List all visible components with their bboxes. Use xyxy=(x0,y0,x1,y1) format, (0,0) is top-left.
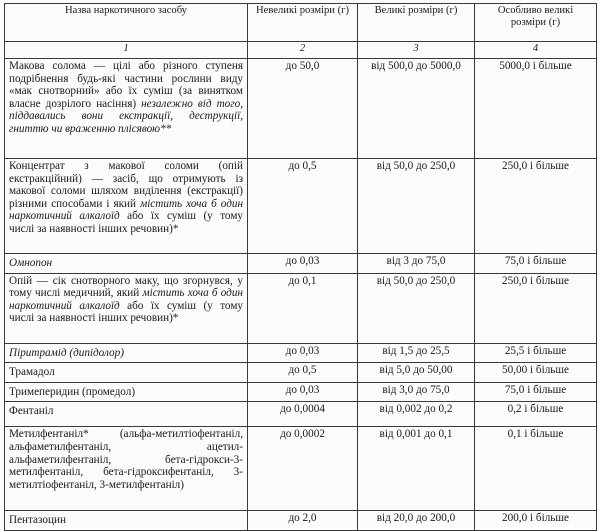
xlarge-size-value: 0,1 і більше xyxy=(475,427,597,511)
header-xlarge: Особливо великі розміри (г) xyxy=(475,4,597,42)
table-row xyxy=(5,363,597,383)
xlarge-size-value: 50,00 і більше xyxy=(475,363,597,383)
substance-name-part: містить хоча б один наркотичний алкалоїд xyxy=(9,197,244,223)
xlarge-size-value: 250,0 і більше xyxy=(475,273,597,343)
small-size-value: до 0,03 xyxy=(248,382,358,402)
column-number: 4 xyxy=(475,42,597,59)
small-size-value: до 0,5 xyxy=(248,159,358,254)
substance-name-part: Фентаніл xyxy=(9,405,54,418)
xlarge-size-value: 75,0 і більше xyxy=(475,254,597,274)
table-body xyxy=(5,59,597,531)
small-size-value: до 50,0 xyxy=(248,59,358,159)
header-small: Невеликі розміри (г) xyxy=(248,4,358,42)
substance-name xyxy=(5,254,248,274)
column-number: 2 xyxy=(248,42,358,59)
xlarge-size-value: 5000,0 і більше xyxy=(475,59,597,159)
table-row xyxy=(5,402,597,427)
substance-name xyxy=(5,363,248,383)
large-size-value: від 5,0 до 50,00 xyxy=(358,363,475,383)
large-size-value: від 50,0 до 250,0 xyxy=(358,159,475,254)
substance-name-part: Тримеперидин (промедол) xyxy=(9,385,136,398)
small-size-value: до 0,5 xyxy=(248,363,358,383)
large-size-value: від 50,0 до 250,0 xyxy=(358,273,475,343)
substance-name xyxy=(5,427,248,511)
table-row xyxy=(5,159,597,254)
large-size-value: від 0,001 до 0,1 xyxy=(358,427,475,511)
small-size-value: до 0,1 xyxy=(248,273,358,343)
substance-name-part: містить хоча б один наркотичний алкалоїд xyxy=(9,287,243,312)
substance-name xyxy=(5,343,248,363)
substance-name xyxy=(5,511,248,531)
small-size-value: до 0,03 xyxy=(248,343,358,363)
column-number-row xyxy=(5,42,597,59)
small-size-value: до 0,03 xyxy=(248,254,358,274)
table-row xyxy=(5,59,597,159)
table-row xyxy=(5,382,597,402)
xlarge-size-value: 200,0 і більше xyxy=(475,511,597,531)
table-row xyxy=(5,273,597,343)
header-name: Назва наркотичного засобу xyxy=(5,4,248,42)
substance-name-part: Метилфентаніл* (альфа-метилтіофентаніл, альфаметилфентаніл, ацетил-альфаметилфентаніл, бета-гідрокси-3-метилфентаніл, бета-гідроксифентаніл, 3-метилтіофентаніл, 3-метилфентаніл) xyxy=(9,428,243,491)
substance-name xyxy=(5,382,248,402)
table-row xyxy=(5,254,597,274)
substance-name-part: Концентрат з макової соломи (опій екстракційний) — засіб, що отримують із макової соломи шляхом виділення (екстракції) різними способами і який xyxy=(9,160,243,210)
substance-name xyxy=(5,159,248,254)
substance-name-part: Омнопон xyxy=(9,257,53,269)
table-header-row xyxy=(5,4,597,42)
substance-name-part: Піритрамід (дипідолор) xyxy=(9,346,124,359)
small-size-value: до 2,0 xyxy=(248,511,358,531)
substance-name-part: Макова солома — цілі або різного ступеня подрібнення будь-які частини рослини виду «мак снотворний» або їх суміш (за винятком власне дозрілого насіння) xyxy=(9,60,243,110)
substance-name-part: або їх суміш (у тому числі за наявності інших речовин)* xyxy=(9,299,243,325)
table-row xyxy=(5,427,597,511)
large-size-value: від 1,5 до 25,5 xyxy=(358,343,475,363)
large-size-value: від 0,002 до 0,2 xyxy=(358,402,475,427)
large-size-value: від 3 до 75,0 xyxy=(358,254,475,274)
large-size-value: від 3,0 до 75,0 xyxy=(358,382,475,402)
small-size-value: до 0,0002 xyxy=(248,427,358,511)
substance-name-part: Пентазоцин xyxy=(9,514,66,527)
substance-name-part: Опій — сік снотворного маку, що згорнувся, у тому числі медичний, який xyxy=(9,274,243,300)
small-size-value: до 0,0004 xyxy=(248,402,358,427)
xlarge-size-value: 250,0 і більше xyxy=(475,159,597,254)
xlarge-size-value: 75,0 і більше xyxy=(475,382,597,402)
substance-name xyxy=(5,59,248,159)
substance-name xyxy=(5,402,248,427)
large-size-value: від 20,0 до 200,0 xyxy=(358,511,475,531)
table-row xyxy=(5,511,597,531)
large-size-value: від 500,0 до 5000,0 xyxy=(358,59,475,159)
substance-name-part: Трамадол xyxy=(9,366,55,379)
header-large: Великі розміри (г) xyxy=(358,4,475,42)
substance-name xyxy=(5,273,248,343)
column-number: 3 xyxy=(358,42,475,59)
column-number: 1 xyxy=(5,42,248,59)
substance-name-part: або їх суміш (у тому числі за наявності інших речовин)* xyxy=(9,210,243,235)
substance-name-part: незалежно від того, піддавались вони екстракції, деструкції, гниттю чи враженню плісявою** xyxy=(9,97,243,135)
table-row xyxy=(5,343,597,363)
xlarge-size-value: 25,5 і більше xyxy=(475,343,597,363)
xlarge-size-value: 0,2 і більше xyxy=(475,402,597,427)
narcotics-size-table xyxy=(4,3,597,531)
